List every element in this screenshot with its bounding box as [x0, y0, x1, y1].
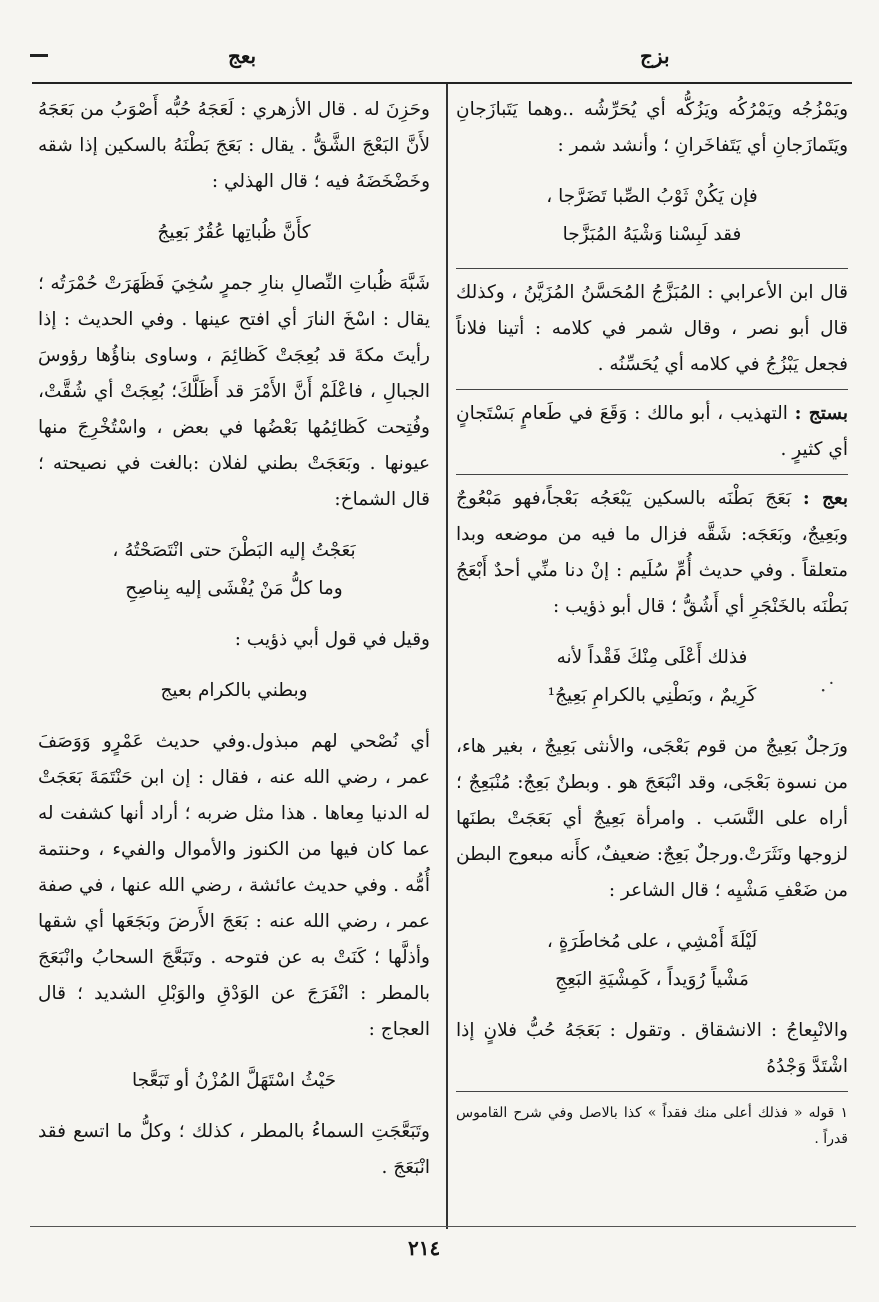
- paragraph: وحَزِنَ له . قال الأزهري : لَعَجَهُ حُبُّه أَصْوَبُ من بَعَجَهُ لأَنَّ البَعْجَ الشَّقُّ . يقال : بَعَجَ بَطْنَهُ بالسكين إذا شقه وخَضْخَضَهُ فيه ؛ قال الهذلي :: [38, 99, 430, 192]
- verse: [456, 923, 848, 999]
- paragraph: أي نُصْحي لهم مبذول.وفي حديث عَمْرٍو وَوَصَفَ عمر ، رضي الله عنه ، فقال : إن ابن حَنْتَمَةَ بَعَجَتْ له الدنيا مِعاها . هذا مثل ضربه ؛ أراد أنها كشفت له عما كان فيها من الكنوز والأموال والفيء ، وحنتمة أُمُّه . وفي حديث عائشة ، رضي الله عنها ، في صفة عمر ، رضي الله عنه : بَعَجَ الأَرضَ وبَجَعَها أي شقها وأذلَّها ؛ كَنَتْ به عن فتوحه . وتَبَعَّجَ السحابُ وانْبَعَجَ بالمطر : انْفَرَجَ عن الوَدْقِ والوَبْلِ الشديد ؛ قال العجاج :: [38, 731, 430, 1040]
- verse-line: فذلك أَعْلَى مِنْكَ فَقْداً لأنه: [556, 647, 748, 668]
- verse-line: وبطني بالكرام بعيج: [160, 680, 308, 701]
- column-divider: [446, 84, 448, 1229]
- margin-mark: ·˙: [820, 678, 837, 702]
- entry-text: التهذيب ، أبو مالك : وَقَعَ في طَعامٍ بَسْتَجانٍ أي كثيرٍ .: [456, 403, 848, 460]
- page-number: ٢١٤: [408, 1236, 441, 1260]
- verse-line: حَيْثُ اسْتَهَلَّ المُزْنُ أو تَبَعَّجا: [131, 1070, 337, 1091]
- footer-rule: [30, 1226, 856, 1227]
- verse-line: كَرِيمٌ ، وبَطْنِي بالكرامِ بَعِيجُ¹: [547, 685, 757, 706]
- entry-baaj: [456, 481, 848, 625]
- verse-line: فقد لَبِسْنا وَشْيَهُ المُبَزَّجا: [562, 224, 742, 245]
- verse-line: وما كلُّ مَنْ يُفْشَى إليه بِناصِحِ: [125, 578, 343, 599]
- left-column: [38, 92, 430, 1186]
- verse-line: بَعَجْتُ إليه البَطْنَ حتى انْتَصَحْتُهُ ،: [112, 540, 356, 561]
- corner-dash: [30, 54, 48, 57]
- verse-line: لَيْلَةَ أَمْشِي ، على مُخاطَرَةٍ ،: [546, 931, 758, 952]
- footnote-rule: [456, 1091, 848, 1092]
- verse: [38, 214, 430, 252]
- paragraph: وقيل في قول أبي ذؤيب :: [234, 629, 430, 650]
- entry-text: بَعَجَ بَطْنَه بالسكين يَبْعَجُه بَعْجاً،فهو مَبْعُوجٌ وبَعِيجٌ، وبَعَجَه: شَقَّه فزال ما فيه من موضعه وبدا متعلقاً . وفي حديث أُمِّ سُلَيم : إنْ دنا منِّي أحدٌ أَبْعَجُ بَطْنَه بالخَنْجَرِ أي أَشُقُّ ؛ قال أبو ذؤيب :: [456, 488, 848, 617]
- right-column: [456, 92, 848, 1152]
- paragraph: ويَمْزُجُه ويَمْرُكُه ويَزُكُّه أي يُحَرِّشُه ..وهما يَتَبازَجانِ ويَتَمازَجانِ أي يَتَفاخَرانِ ؛ وأنشد شمر :: [456, 99, 848, 156]
- verse-line: مَشْياً رُوَيداً ، كَمِشْيَةِ البَعِجِ: [555, 969, 749, 990]
- paragraph: والانْبِعاجُ : الانشقاق . وتقول : بَعَجَهُ حُبُّ فلانٍ إذا اشْتَدَّ وَجْدُهُ: [456, 1020, 848, 1077]
- paragraph: قال ابن الأعرابي : المُبَزَّجُ المُحَسَّنُ المُزَيَّنُ ، وكذلك قال أبو نصر ، وقال شمر في كلامه : أتينا فلاناً فجعل يَبْزُجُ في كلامه أي يُحَسِّنُه .: [456, 282, 848, 375]
- running-head-right: بزج: [640, 44, 670, 68]
- separator: [456, 474, 848, 475]
- verse: [38, 672, 430, 710]
- paragraph: شَبَّهَ ظُباتِ النِّصالِ بنارِ جمرٍ سُخِيَ فَظَهَرَتْ حُمْرَتُه ؛ يقال : اسْخَ النارَ أي افتح عينها . وفي الحديث : إذا رأيتَ مكةَ قد بُعِجَتْ كَظائِمَ ، وساوى بناؤُها رؤوسَ الجبالِ ، فاعْلَمْ أَنَّ الأَمْرَ قد أَظَلَّكَ؛ بُعِجَتْ أي شُقَّتْ، وفُتِحت كَظائِمُها بَعْضُها في بعض ، واسْتُخْرِجَ منها عيونها . وبَعَجَتْ بطني لفلان :بالغت في نصيحته ؛ قال الشماخ:: [38, 273, 430, 510]
- verse: [456, 639, 848, 715]
- entry-bastaj: [456, 396, 848, 468]
- entry-headword: بستج :: [794, 403, 848, 424]
- verse-line: فإن يَكُنْ ثَوْبُ الصِّبا تَضَرَّجا ،: [546, 186, 758, 207]
- running-head-left: بعج: [228, 44, 257, 68]
- paragraph: وتَبَعَّجَتِ السماءُ بالمطر ، كذلك ؛ وكلُّ ما اتسع فقد انْبَعَجَ .: [38, 1121, 430, 1178]
- paragraph: ورَجلٌ بَعِيجٌ من قوم بَعْجَى، والأنثى بَعِيجٌ ، بغير هاء، من نسوة بَعْجَى، وقد انْبَعَجَ هو . وبطنٌ بَعِجٌ: مُنْبَعِجٌ ؛ أراه على النَّسَب . وامرأة بَعِيجٌ أي بَعَجَتْ بطنَها لزوجها ونَثَرَتْ.ورجلٌ بَعِجٌ: ضعيفٌ، كأَنه مبعوج البطن من ضَعْفِ مَشْيِه ؛ قال الشاعر :: [456, 736, 848, 901]
- verse: [38, 532, 430, 608]
- verse: [456, 178, 848, 254]
- separator: [456, 389, 848, 390]
- header-rule: [32, 82, 852, 84]
- footnote: ١ قوله « فذلك أعلى منك فقداً » كذا بالاصل وفي شرح القاموس قدراً .: [456, 1105, 848, 1147]
- separator: [456, 268, 848, 269]
- entry-headword: بعج :: [802, 488, 848, 509]
- verse-line: كأَنَّ ظُباتِها عُقُرٌ بَعِيجُ: [157, 222, 311, 243]
- verse: [38, 1062, 430, 1100]
